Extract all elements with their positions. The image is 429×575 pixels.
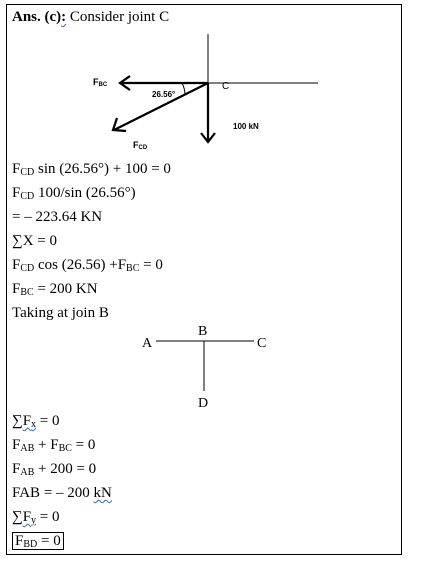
svg-text:FBC bbox=[93, 77, 108, 88]
fcd-label: F bbox=[133, 140, 139, 150]
svg-text:FCD bbox=[133, 140, 148, 151]
fbc-sub: BC bbox=[98, 82, 108, 88]
joint-c-label: C bbox=[222, 81, 230, 92]
load-label: 100 kN bbox=[233, 122, 259, 131]
node-d-label: D bbox=[198, 396, 209, 411]
equation-3: = – 223.64 KN bbox=[12, 209, 103, 225]
equation-13: $F_{BD} = 0$ bbox=[12, 532, 64, 550]
heading-text: Consider joint C bbox=[66, 9, 170, 25]
fbc-label: F bbox=[93, 77, 99, 87]
joint-c-diagram bbox=[0, 0, 429, 160]
equation-12: $\sum F_y = 0$ bbox=[12, 509, 60, 526]
equation-8: $\sum F_x = 0$ bbox=[12, 413, 60, 430]
node-a-label: A bbox=[142, 336, 153, 351]
equation-2: $F_{CD}$ 100/sin (26.56°) bbox=[12, 185, 136, 202]
joint-b-heading: Taking at join B bbox=[12, 305, 109, 321]
equation-11: FAB = – 200 kN bbox=[12, 485, 112, 501]
equation-10: $F_{AB} + 200 = 0$ bbox=[12, 461, 97, 478]
equation-6: $F_{BC} = 200$ KN bbox=[12, 281, 98, 298]
equation-4: ∑X = 0 bbox=[12, 233, 57, 249]
node-b-label: B bbox=[198, 324, 208, 339]
angle-arc bbox=[182, 83, 185, 95]
node-c-label: C bbox=[257, 336, 267, 351]
equation-1: $F_{CD}$ sin (26.56°) + 100 = 0 bbox=[12, 161, 171, 178]
joint-b-diagram bbox=[0, 320, 429, 420]
equation-5: $F_{CD}$ $\cos (26.56) +F_{BC} = 0$ bbox=[12, 257, 163, 274]
answer-label: Ans. (c) bbox=[12, 9, 62, 25]
answer-colon: : bbox=[61, 9, 67, 25]
angle-label: 26.56° bbox=[152, 90, 176, 99]
equation-9: $F_{AB} + F_{BC} = 0$ bbox=[12, 437, 96, 454]
fcd-sub: CD bbox=[138, 145, 148, 151]
